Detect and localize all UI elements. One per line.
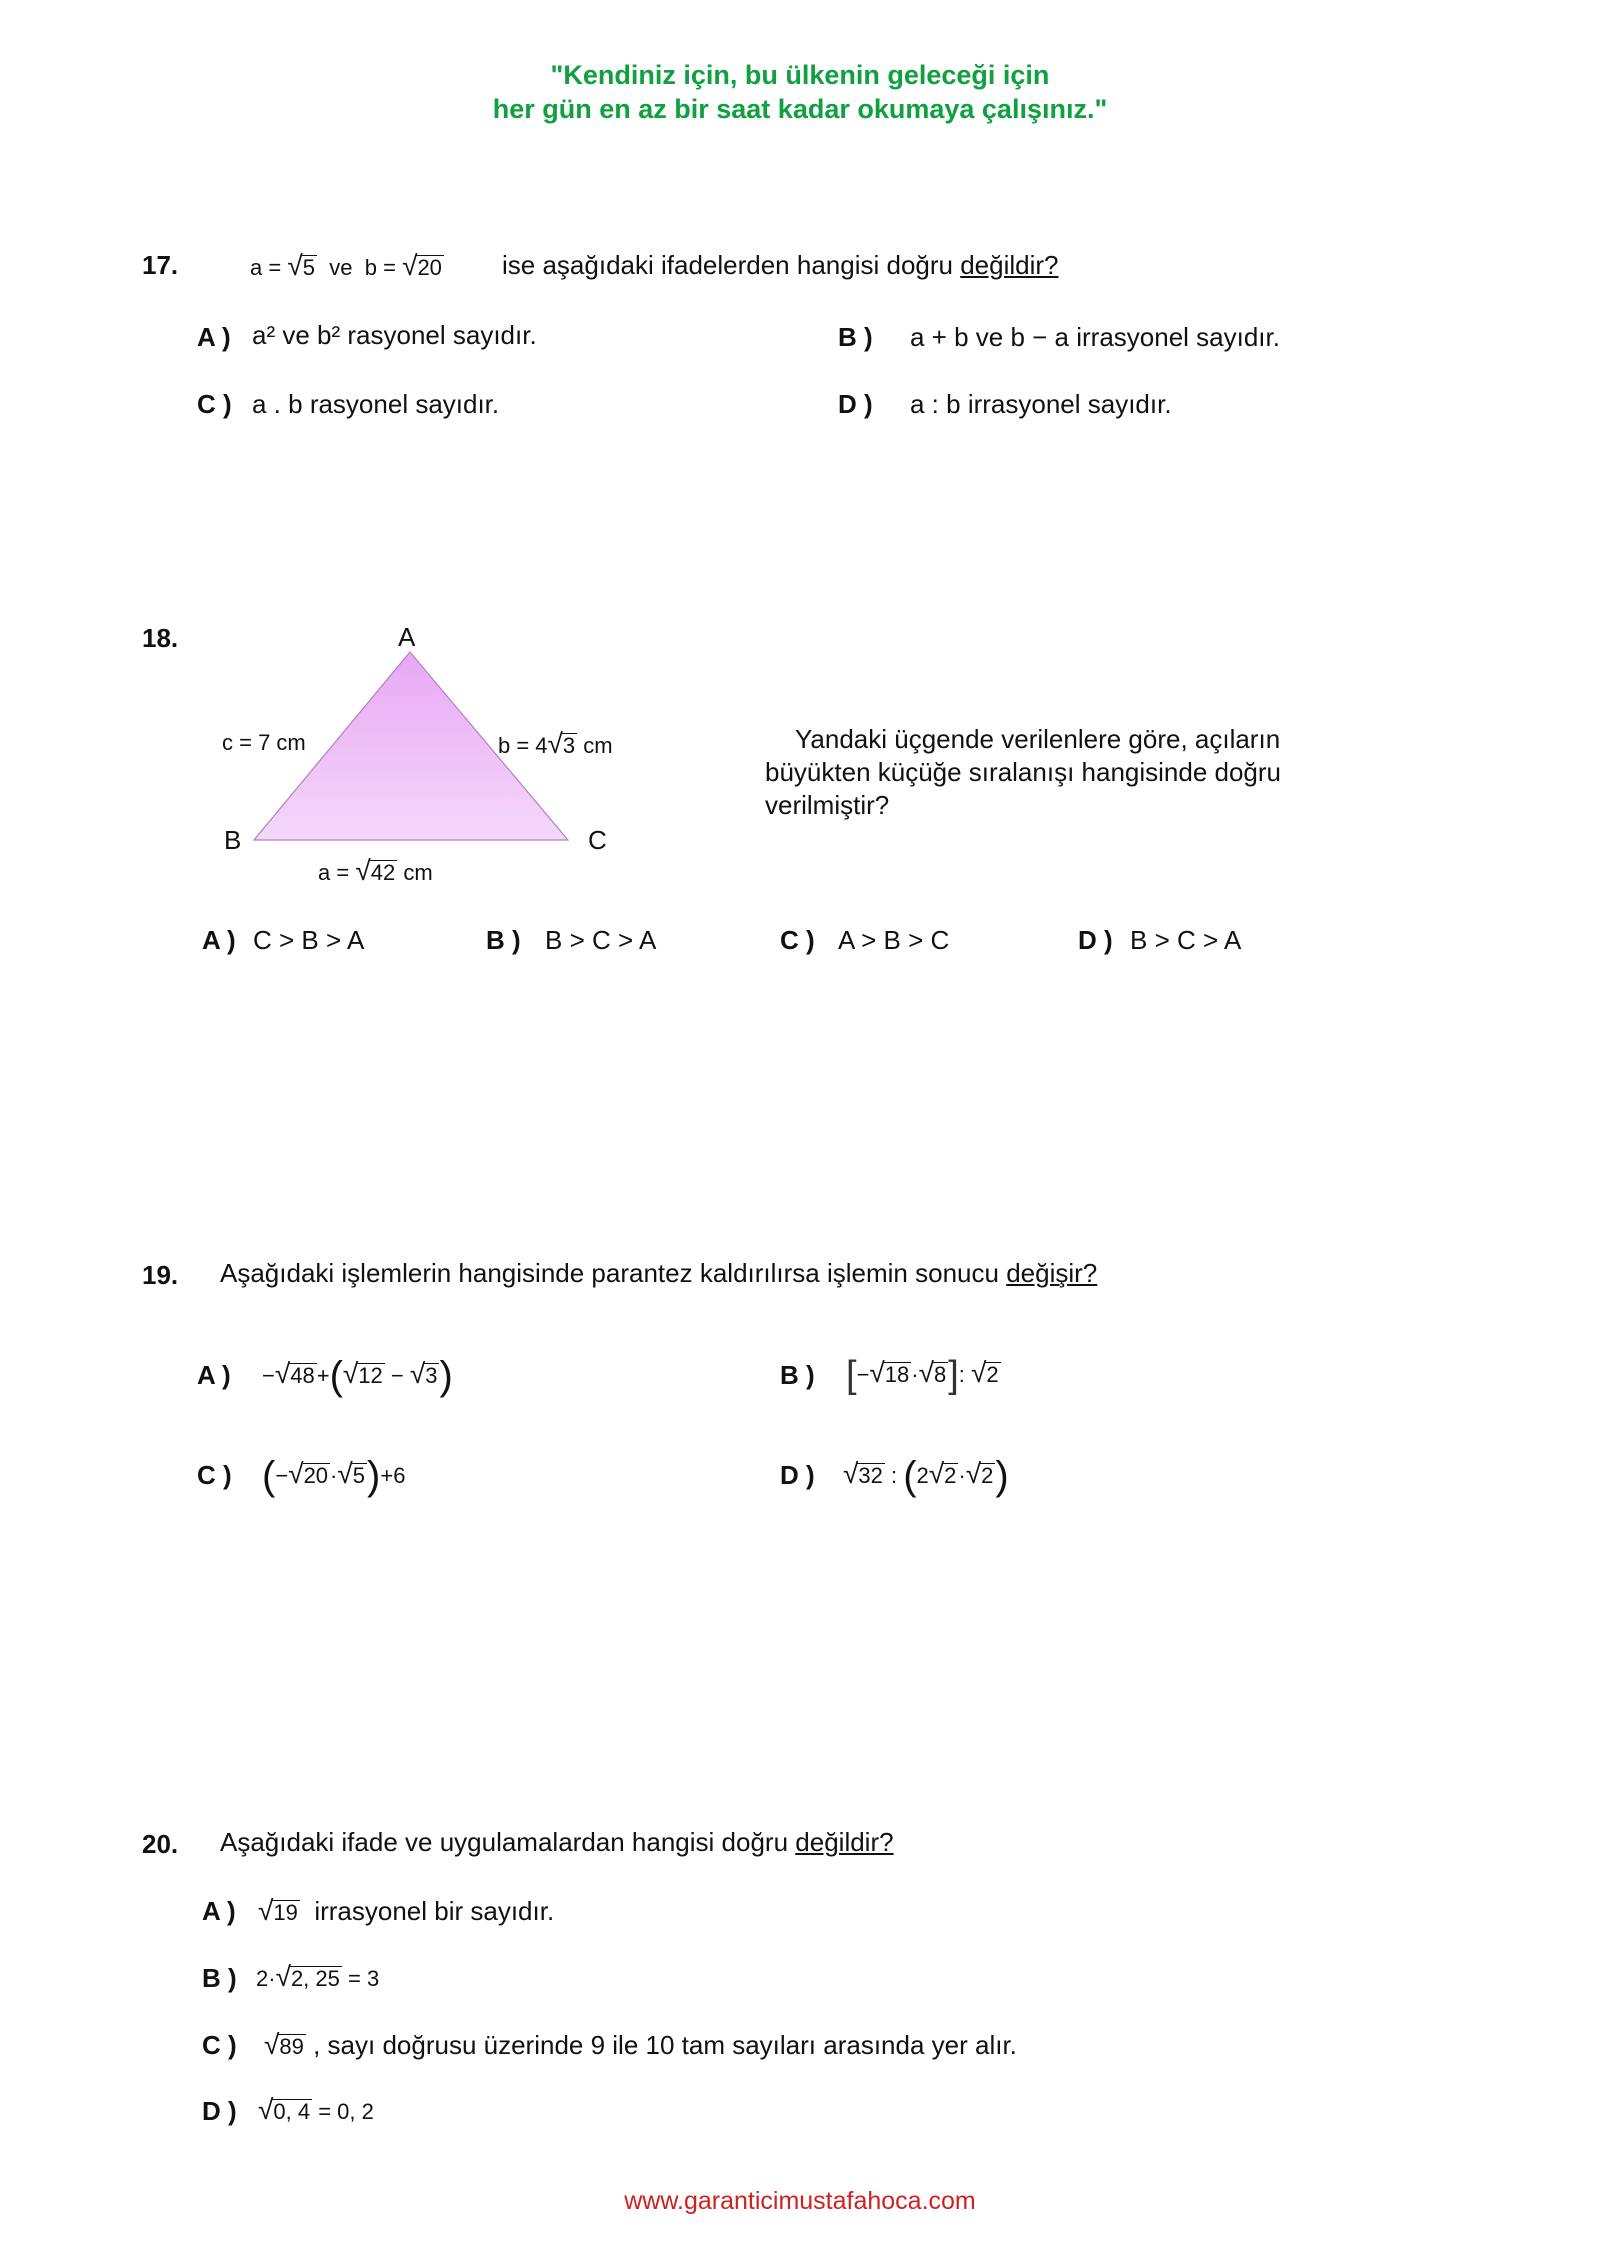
q18-option-b-text: B > C > A bbox=[545, 925, 657, 955]
q20-option-d-label[interactable]: D ) bbox=[202, 2096, 237, 2126]
question-20-number: 20. bbox=[142, 1829, 179, 1859]
q18-option-a-label[interactable]: A ) bbox=[202, 925, 236, 955]
question-19-number: 19. bbox=[142, 1260, 179, 1290]
q20-option-d-expr: √0, 4 = 0, 2 bbox=[258, 2094, 374, 2125]
q20-option-a-text: √19 irrasyonel bir sayıdır. bbox=[258, 1895, 555, 1926]
question-17-condition: a = √5 ve b = √20 bbox=[250, 250, 442, 281]
motto-line-2: her gün en az bir saat kadar okumaya çalışınız." bbox=[492, 94, 1108, 124]
q17-option-c-label[interactable]: C ) bbox=[197, 389, 232, 419]
q20-option-a-label[interactable]: A ) bbox=[202, 1896, 236, 1926]
side-b-label: b = 4√3 cm bbox=[498, 728, 613, 759]
question-18-number: 18. bbox=[142, 623, 179, 653]
question-20-text: Aşağıdaki ifade ve uygulamalardan hangisi doğru değildir? bbox=[220, 1827, 894, 1857]
q19-option-c-expr: (−√20·√5)+6 bbox=[262, 1454, 406, 1498]
question-18-line-2: büyükten küçüğe sıralanışı hangisinde doğru bbox=[765, 757, 1282, 787]
q20-option-c-text: √89 , sayı doğrusu üzerinde 9 ile 10 tam sayıları arasında yer alır. bbox=[264, 2029, 1017, 2060]
q18-option-a-text: C > B > A bbox=[253, 925, 365, 955]
question-17-number: 17. bbox=[142, 250, 179, 280]
question-17-text: ise aşağıdaki ifadelerden hangisi doğru değildir? bbox=[502, 250, 1059, 280]
q19-option-d-label[interactable]: D ) bbox=[780, 1460, 815, 1490]
q20-option-b-expr: 2·√2, 25 = 3 bbox=[256, 1961, 380, 1992]
q18-option-b-label[interactable]: B ) bbox=[486, 925, 521, 955]
q19-option-b-expr: [−√18·√8]: √2 bbox=[846, 1354, 999, 1396]
q20-option-b-label[interactable]: B ) bbox=[202, 1963, 237, 1993]
q20-option-c-label[interactable]: C ) bbox=[202, 2030, 237, 2060]
question-19-text: Aşağıdaki işlemlerin hangisinde parantez kaldırılırsa işlemin sonucu değişir? bbox=[220, 1258, 1098, 1288]
q19-option-b-label[interactable]: B ) bbox=[780, 1360, 815, 1390]
q18-option-c-text: A > B > C bbox=[838, 925, 950, 955]
q19-option-c-label[interactable]: C ) bbox=[197, 1460, 232, 1490]
motto-line-1: "Kendiniz için, bu ülkenin geleceği için bbox=[550, 60, 1050, 90]
footer-url-link[interactable]: www.garanticimustafahoca.com bbox=[624, 2187, 976, 2215]
q19-option-a-expr: −√48+(√12 − √3) bbox=[262, 1354, 453, 1398]
q18-option-d-label[interactable]: D ) bbox=[1078, 925, 1113, 955]
side-a-label: a = √42 cm bbox=[318, 855, 433, 886]
q17-option-d-text: a : b irrasyonel sayıdır. bbox=[910, 389, 1172, 419]
q18-option-c-label[interactable]: C ) bbox=[780, 925, 815, 955]
q17-option-a-text: a² ve b² rasyonel sayıdır. bbox=[252, 320, 537, 350]
q17-option-b-label[interactable]: B ) bbox=[838, 322, 873, 352]
vertex-c-label: C bbox=[588, 825, 607, 855]
q19-option-d-expr: √32 : (2√2·√2) bbox=[843, 1454, 1009, 1498]
question-18-line-1: Yandaki üçgende verilenlere göre, açıların bbox=[795, 724, 1281, 754]
q17-option-d-label[interactable]: D ) bbox=[838, 389, 873, 419]
q17-option-a-label[interactable]: A ) bbox=[197, 322, 231, 352]
side-c-label: c = 7 cm bbox=[222, 730, 306, 755]
vertex-a-label: A bbox=[398, 622, 416, 652]
q17-option-b-text: a + b ve b − a irrasyonel sayıdır. bbox=[910, 322, 1280, 352]
q17-option-c-text: a . b rasyonel sayıdır. bbox=[252, 389, 500, 419]
question-18-line-3: verilmiştir? bbox=[765, 790, 890, 820]
q18-option-d-text: B > C > A bbox=[1130, 925, 1242, 955]
q19-option-a-label[interactable]: A ) bbox=[197, 1360, 231, 1390]
vertex-b-label: B bbox=[224, 825, 242, 855]
